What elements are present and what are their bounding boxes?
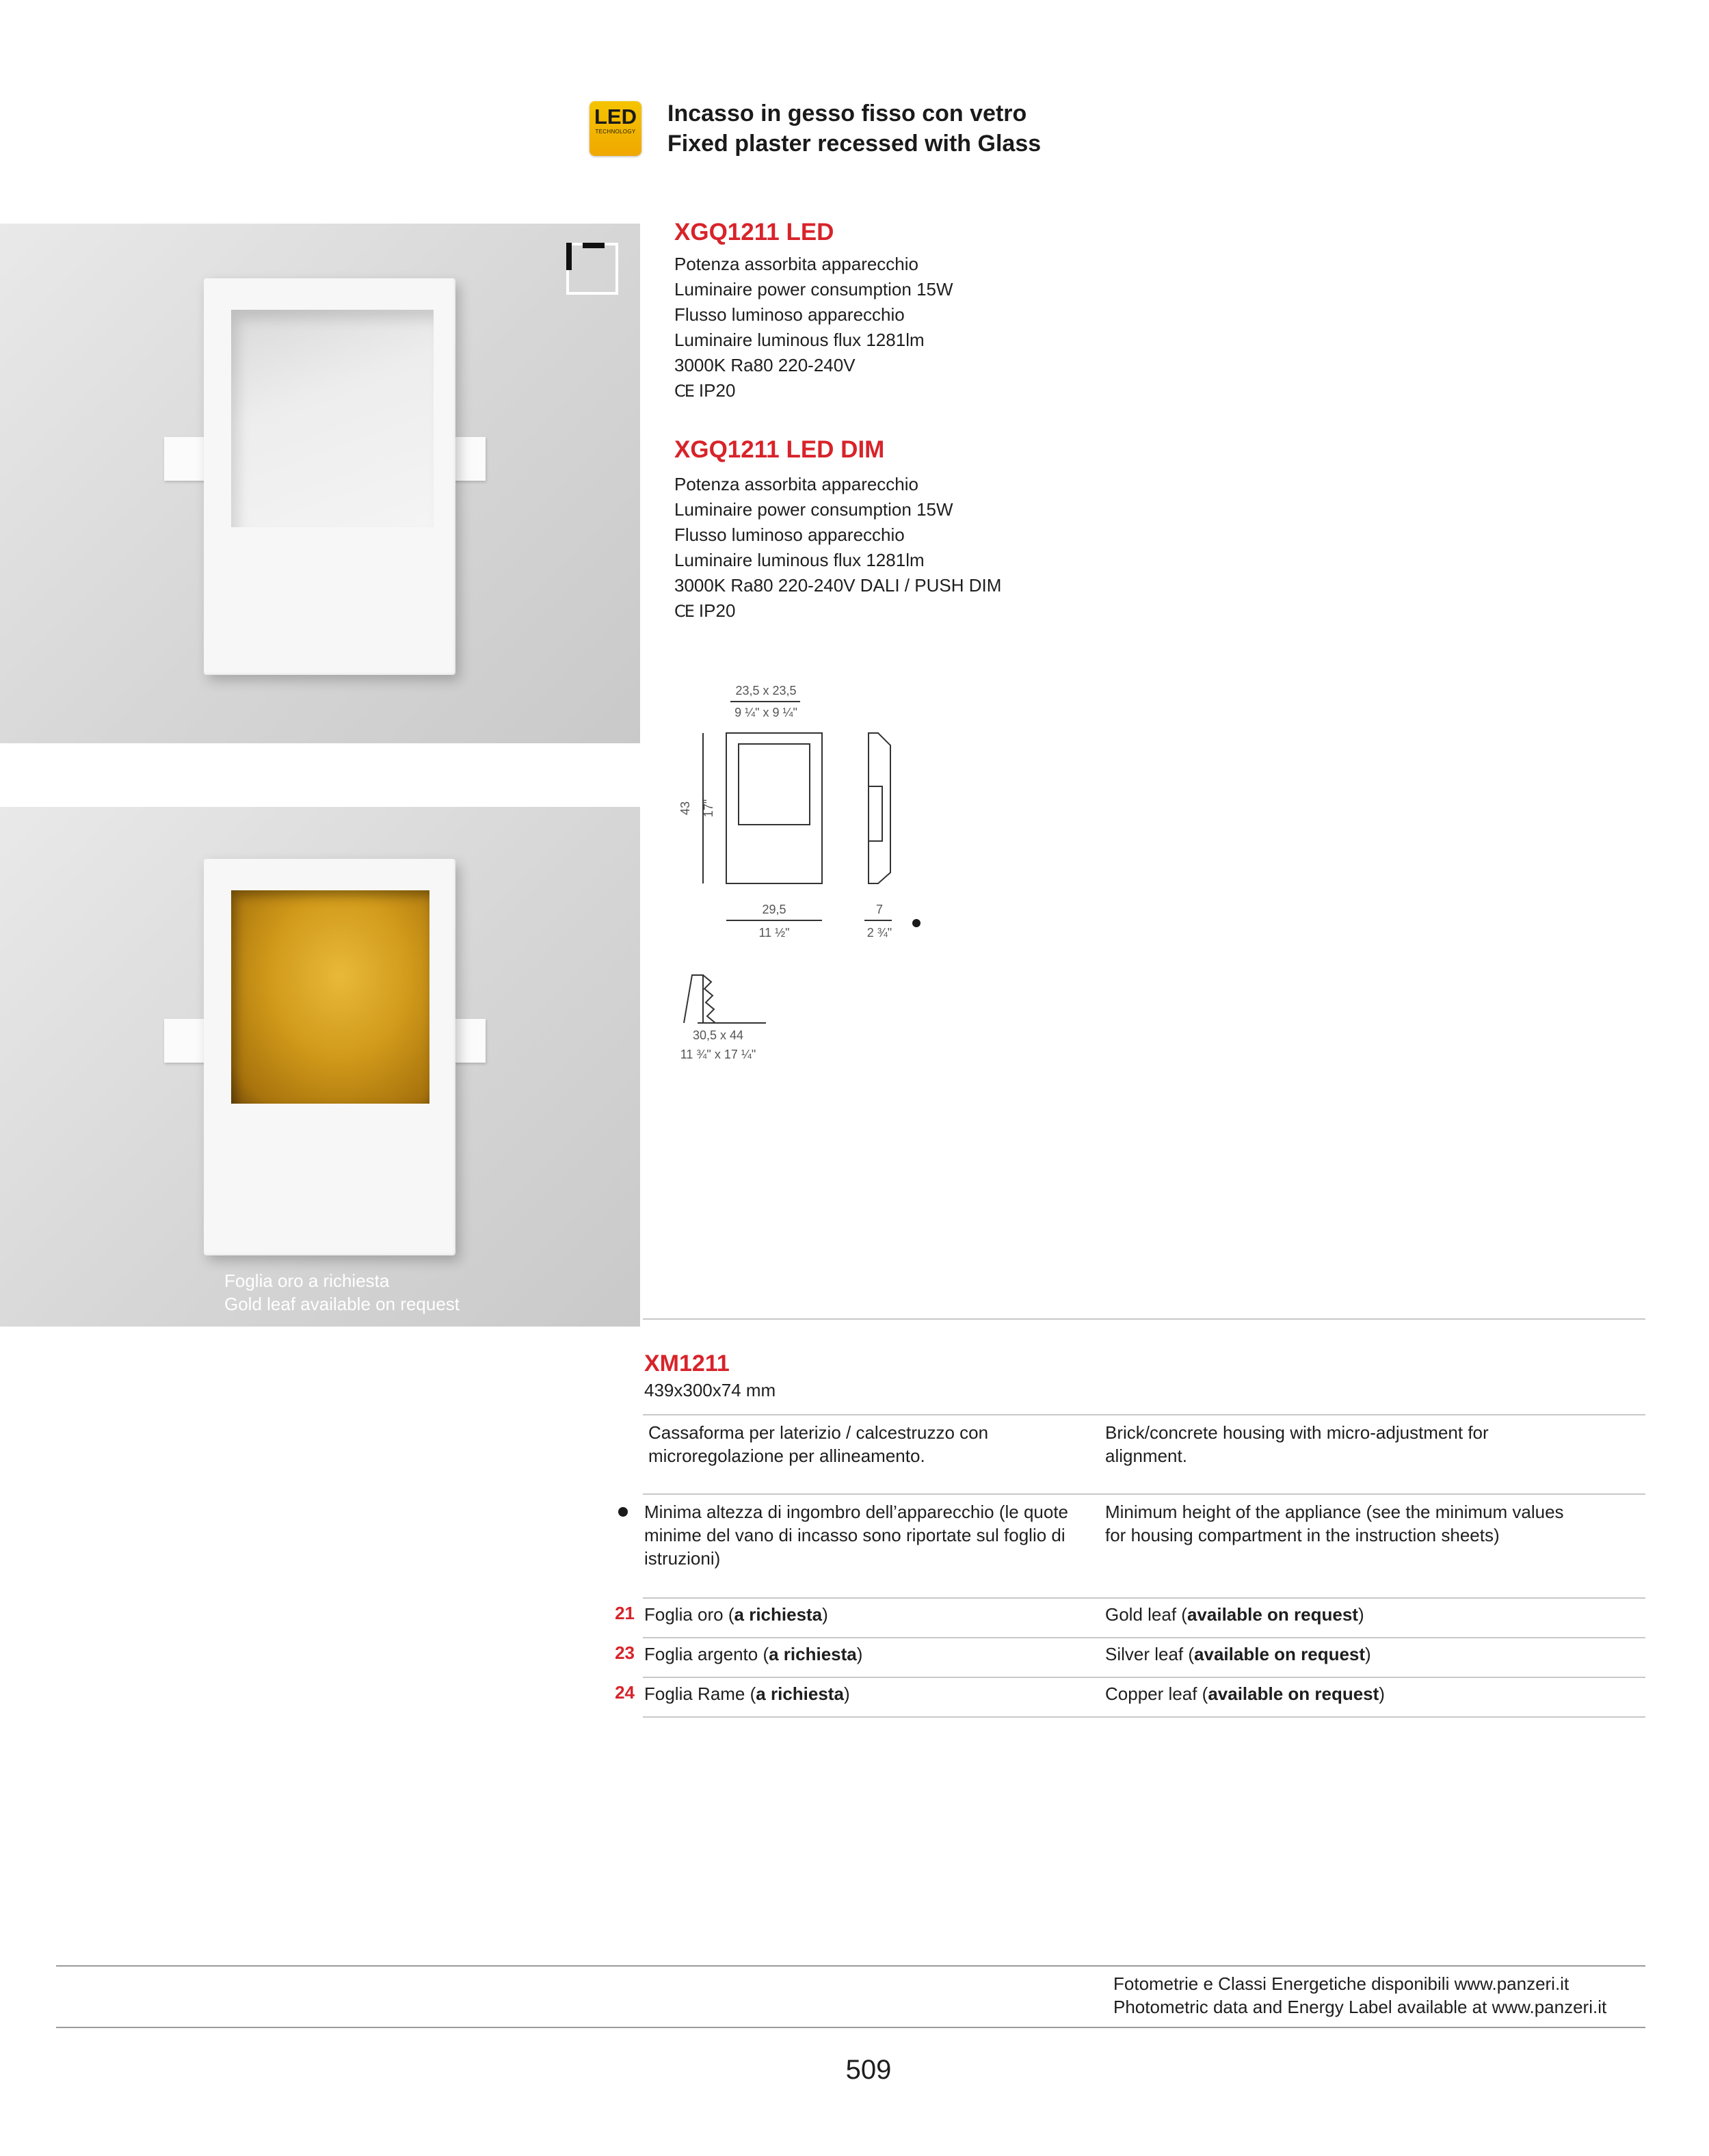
dim-height-in: 17": [702, 799, 715, 818]
footer-italian: Fotometrie e Classi Energetiche disponibili www.panzeri.it: [1113, 1973, 1569, 1994]
spec-line: 3000K Ra80 220-240V DALI / PUSH DIM: [674, 575, 1002, 596]
finish-english: Silver leaf (available on request): [1105, 1644, 1371, 1664]
finish-number: 23: [615, 1642, 635, 1663]
divider: [643, 1597, 1645, 1599]
finish-name: Copper leaf: [1105, 1683, 1197, 1704]
fixture-niche: [231, 310, 434, 527]
dim-depth-cm: 7: [875, 903, 884, 916]
finish-name: Foglia argento: [644, 1644, 758, 1664]
dim-height-cm: 43: [678, 801, 692, 816]
spec-line: Luminaire luminous flux 1281lm: [674, 550, 925, 570]
dim-depth-in: 2 ¾": [866, 926, 892, 940]
finish-name: Gold leaf: [1105, 1604, 1177, 1625]
ip-rating: IP20: [698, 380, 736, 401]
product-code-led-dim: XGQ1211 LED DIM: [674, 436, 885, 463]
spec-line: Luminaire power consumption 15W: [674, 279, 953, 300]
accessory-desc-english: Brick/concrete housing with micro-adjustment for alignment.: [1105, 1422, 1489, 1466]
bullet-icon: [618, 1507, 628, 1517]
gold-leaf-niche: [231, 890, 429, 1104]
recessed-symbol-icon: [566, 243, 618, 295]
ce-mark-icon: CE: [674, 382, 693, 401]
finish-name: Foglia oro: [644, 1604, 724, 1625]
divider: [643, 1716, 1645, 1718]
footer-divider: [56, 1965, 1645, 1967]
finish-note: a richiesta: [734, 1604, 823, 1625]
dim-cutout-in: 11 ¾" x 17 ¼": [680, 1048, 756, 1061]
product-specs-led: [674, 252, 953, 404]
finish-italian: Foglia oro (a richiesta): [644, 1604, 828, 1625]
spec-line: Potenza assorbita apparecchio: [674, 254, 919, 274]
technical-drawing: [670, 677, 957, 1074]
divider: [643, 1637, 1645, 1638]
product-code-led: XGQ1211 LED: [674, 219, 834, 245]
finish-note: available on request: [1208, 1683, 1379, 1704]
spec-line: Flusso luminoso apparecchio: [674, 304, 905, 325]
dim-width-cm: 29,5: [762, 903, 786, 916]
dim-top-in: 9 ¼" x 9 ¼": [734, 706, 797, 719]
divider: [643, 1677, 1645, 1678]
note-italian: Minima altezza di ingombro dell’apparecchio (le quote minime del vano di incasso sono riportate sul foglio di istruzioni): [644, 1502, 1069, 1569]
caption-english: Gold leaf available on request: [224, 1294, 460, 1314]
divider: [643, 1414, 1645, 1415]
finish-note: a richiesta: [756, 1683, 844, 1704]
badge-sub-text: TECHNOLOGY: [595, 129, 636, 135]
finish-number: 24: [615, 1682, 635, 1703]
product-specs-led-dim: [674, 472, 1001, 624]
finish-note: available on request: [1194, 1644, 1366, 1664]
dim-top-cm: 23,5 x 23,5: [735, 684, 797, 697]
dim-cutout-cm: 30,5 x 44: [692, 1028, 744, 1042]
spec-line: Potenza assorbita apparecchio: [674, 474, 919, 494]
ip-rating: IP20: [698, 600, 736, 621]
accessory-desc-italian: Cassaforma per laterizio / calcestruzzo con microregolazione per allineamento.: [648, 1422, 989, 1466]
dim-width-in: 11 ½": [758, 926, 790, 940]
ce-mark-icon: CE: [674, 602, 693, 621]
photo-caption: [224, 1269, 460, 1316]
accessory-code: XM1211: [644, 1350, 730, 1376]
spec-line: Luminaire power consumption 15W: [674, 499, 953, 520]
spec-line: Luminaire luminous flux 1281lm: [674, 330, 925, 350]
fixture-plate: [204, 278, 455, 675]
badge-main-text: LED: [594, 105, 637, 129]
divider: [643, 1493, 1645, 1495]
spec-line: Flusso luminoso apparecchio: [674, 524, 905, 545]
finish-english: Gold leaf (available on request): [1105, 1604, 1364, 1625]
finish-note: a richiesta: [769, 1644, 857, 1664]
note-english: Minimum height of the appliance (see the minimum values for housing compartment in the instruction sheets): [1105, 1502, 1564, 1545]
finish-note: available on request: [1187, 1604, 1358, 1625]
finish-italian: Foglia argento (a richiesta): [644, 1644, 863, 1664]
finish-italian: Foglia Rame (a richiesta): [644, 1683, 850, 1704]
finish-number: 21: [615, 1603, 635, 1623]
title-italian: Incasso in gesso fisso con vetro: [667, 101, 1027, 127]
finish-name: Silver leaf: [1105, 1644, 1184, 1664]
product-photo-gold: [0, 807, 640, 1327]
page-number: 509: [845, 2055, 892, 2085]
title-english: Fixed plaster recessed with Glass: [667, 131, 1042, 157]
fixture-plate: [204, 859, 455, 1255]
footer-english: Photometric data and Energy Label available at www.panzeri.it: [1113, 1997, 1607, 2017]
finish-name: Foglia Rame: [644, 1683, 745, 1704]
divider: [643, 1318, 1645, 1320]
spec-line: 3000K Ra80 220-240V: [674, 355, 856, 375]
footer-divider: [56, 2027, 1645, 2028]
accessory-size: 439x300x74 mm: [644, 1380, 776, 1400]
led-technology-badge: [589, 101, 641, 156]
finish-english: Copper leaf (available on request): [1105, 1683, 1385, 1704]
caption-italian: Foglia oro a richiesta: [224, 1270, 390, 1291]
product-photo-white: [0, 224, 640, 743]
